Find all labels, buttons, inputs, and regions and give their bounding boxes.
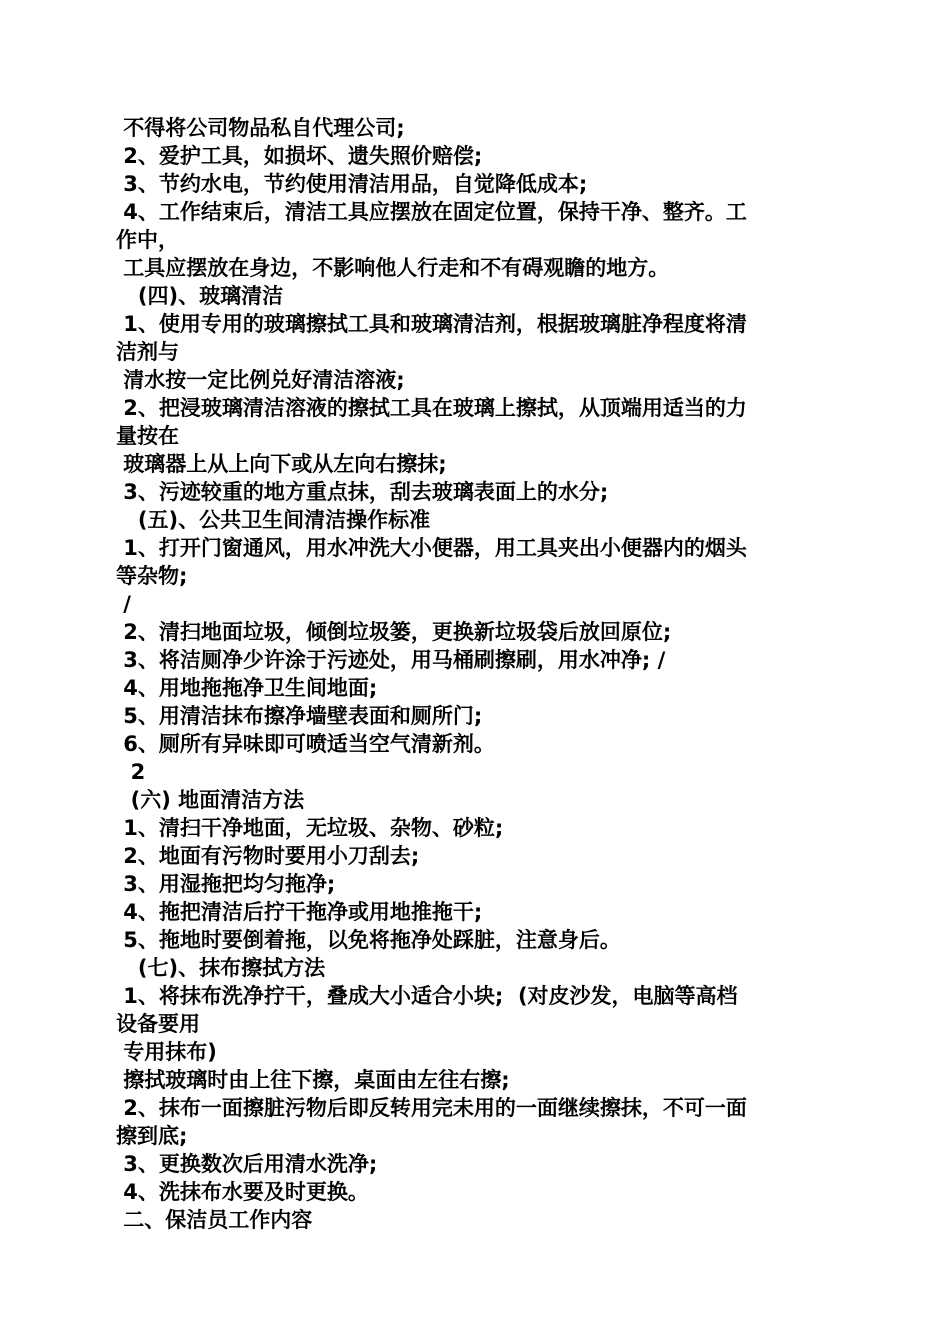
text-line: 清水按一定比例兑好清洁溶液; bbox=[116, 368, 405, 392]
text-line: (五)、公共卫生间清洁操作标准 bbox=[116, 508, 431, 532]
text-line: 1、清扫干净地面，无垃圾、杂物、砂粒; bbox=[116, 816, 504, 840]
text-line: 4、用地拖拖净卫生间地面; bbox=[116, 676, 378, 700]
text-line: 量按在 bbox=[116, 424, 179, 448]
text-line: 3、节约水电，节约使用清洁用品，自觉降低成本; bbox=[116, 172, 588, 196]
text-line: (四)、玻璃清洁 bbox=[116, 284, 284, 308]
text-line: 3、将洁厕净少许涂于污迹处，用马桶刷擦刷，用水冲净; / bbox=[116, 648, 666, 672]
text-line: 6、厕所有异味即可喷适当空气清新剂。 bbox=[116, 732, 495, 756]
text-line: 玻璃器上从上向下或从左向右擦抹; bbox=[116, 452, 447, 476]
text-line: 2、抹布一面擦脏污物后即反转用完未用的一面继续擦抹，不可一面 bbox=[116, 1096, 747, 1120]
text-line: 等杂物; bbox=[116, 564, 188, 588]
text-line: 4、洗抹布水要及时更换。 bbox=[116, 1180, 369, 1204]
text-line: 5、用清洁抹布擦净墙壁表面和厕所门; bbox=[116, 704, 483, 728]
text-line: 3、用湿拖把均匀拖净; bbox=[116, 872, 336, 896]
text-line: 1、将抹布洗净拧干，叠成大小适合小块; (对皮沙发，电脑等高档 bbox=[116, 984, 738, 1008]
document-body bbox=[116, 114, 836, 1234]
text-line: 擦到底; bbox=[116, 1124, 188, 1148]
text-line: 不得将公司物品私自代理公司; bbox=[116, 116, 405, 140]
text-line: 3、污迹较重的地方重点抹，刮去玻璃表面上的水分; bbox=[116, 480, 609, 504]
text-line: 2 bbox=[116, 760, 146, 784]
text-line: / bbox=[116, 592, 131, 616]
text-line: 专用抹布) bbox=[116, 1040, 217, 1064]
text-line: 4、拖把清洁后拧干拖净或用地推拖干; bbox=[116, 900, 483, 924]
text-line: (六) 地面清洁方法 bbox=[116, 788, 305, 812]
text-line: (七)、抹布擦拭方法 bbox=[116, 956, 326, 980]
text-line: 二、保洁员工作内容 bbox=[116, 1208, 313, 1232]
text-line: 洁剂与 bbox=[116, 340, 179, 364]
text-line: 1、使用专用的玻璃擦拭工具和玻璃清洁剂，根据玻璃脏净程度将清 bbox=[116, 312, 747, 336]
text-line: 2、爱护工具，如损坏、遗失照价赔偿; bbox=[116, 144, 483, 168]
text-line: 2、清扫地面垃圾，倾倒垃圾篓，更换新垃圾袋后放回原位; bbox=[116, 620, 672, 644]
text-line: 2、地面有污物时要用小刀刮去; bbox=[116, 844, 420, 868]
text-line: 设备要用 bbox=[116, 1012, 200, 1036]
text-line: 4、工作结束后，清洁工具应摆放在固定位置，保持干净、整齐。工 bbox=[116, 200, 747, 224]
text-line: 工具应摆放在身边，不影响他人行走和不有碍观瞻的地方。 bbox=[116, 256, 670, 280]
text-line: 5、拖地时要倒着拖，以免将拖净处踩脏，注意身后。 bbox=[116, 928, 621, 952]
text-line: 2、把浸玻璃清洁溶液的擦拭工具在玻璃上擦拭，从顶端用适当的力 bbox=[116, 396, 747, 420]
text-line: 作中， bbox=[116, 228, 179, 252]
text-line: 1、打开门窗通风，用水冲洗大小便器，用工具夹出小便器内的烟头 bbox=[116, 536, 747, 560]
text-line: 擦拭玻璃时由上往下擦，桌面由左往右擦; bbox=[116, 1068, 510, 1092]
text-line: 3、更换数次后用清水洗净; bbox=[116, 1152, 378, 1176]
